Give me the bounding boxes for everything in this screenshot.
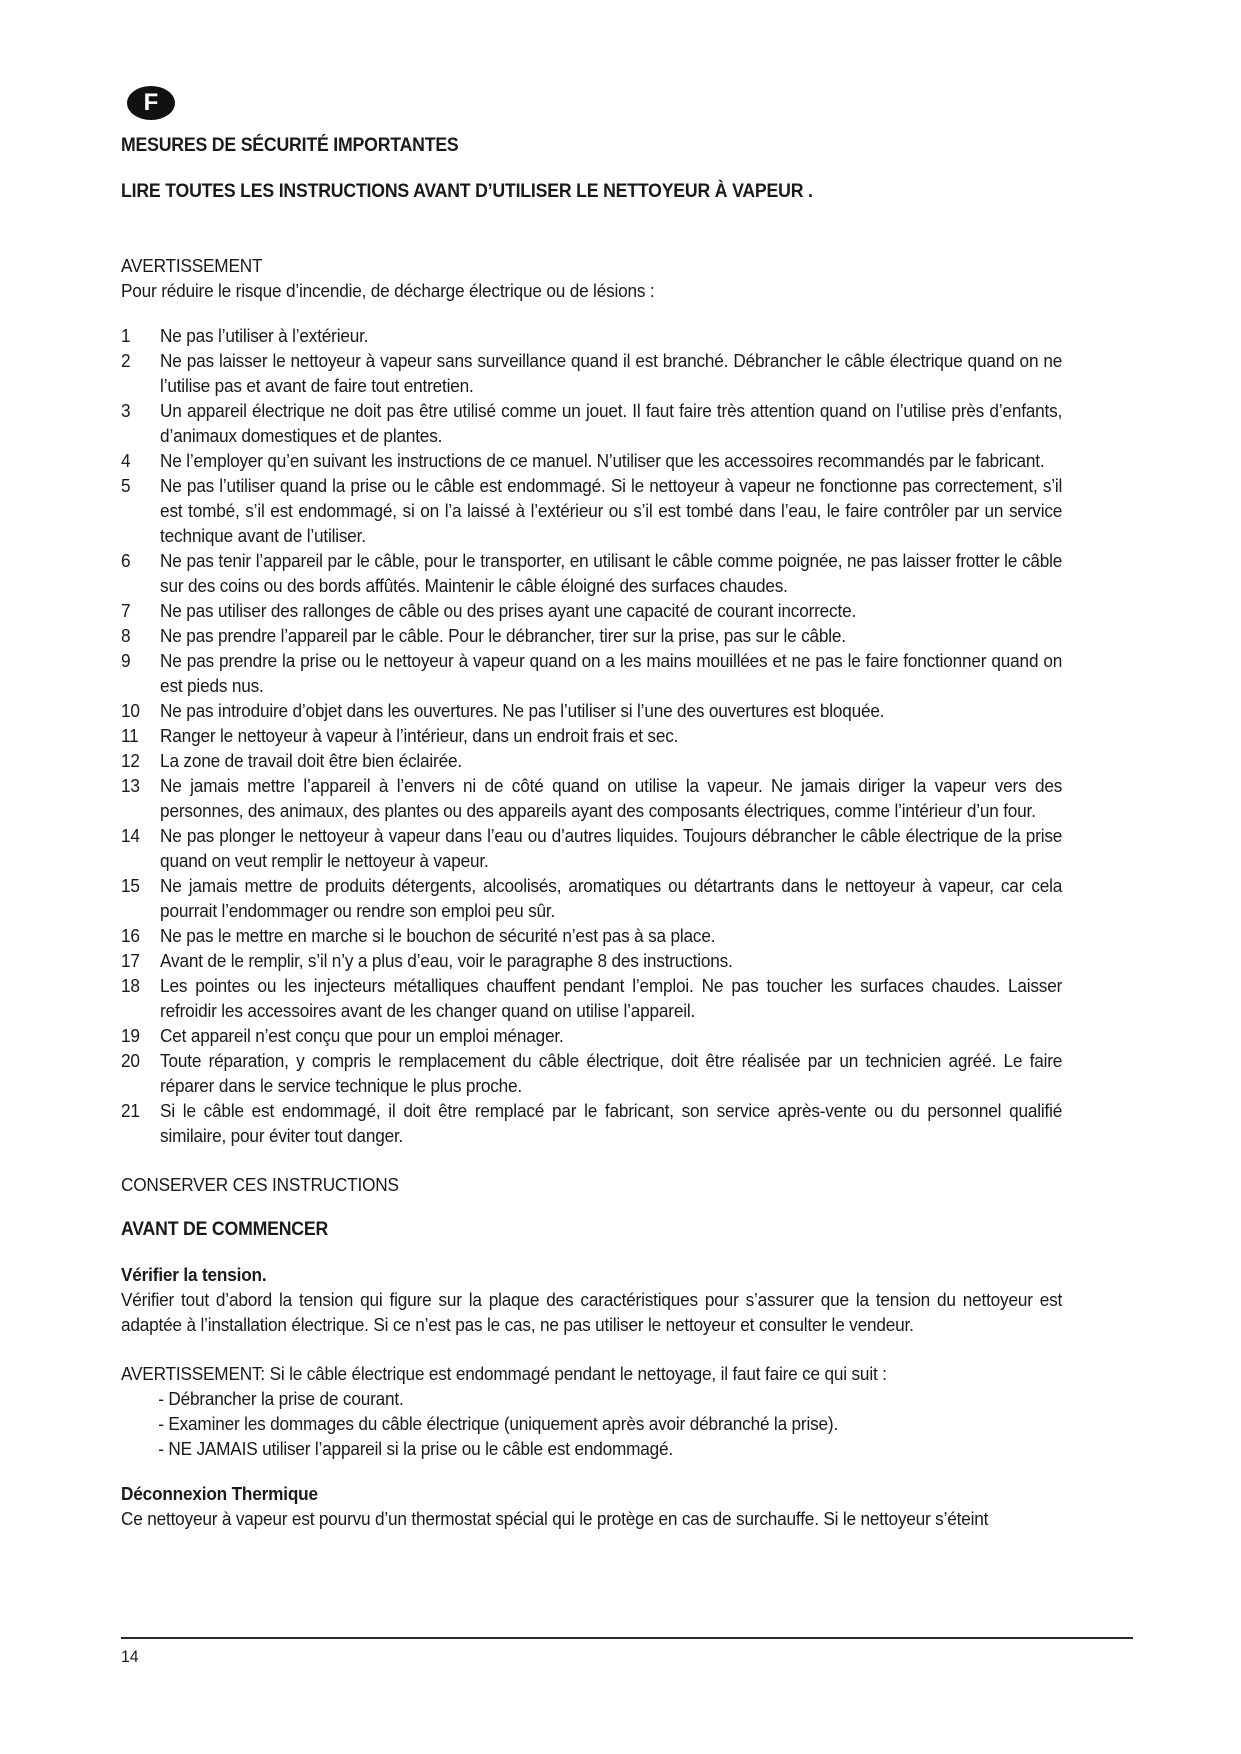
item-number: 18	[121, 975, 140, 996]
item-text: Ne pas introduire d’objet dans les ouvertures. Ne pas l’utiliser si l’une des ouvertures est bloquée.	[160, 700, 885, 721]
item-text: Si le câble est endommagé, il doit être remplacé par le fabricant, son service après-vente ou du personnel qualifié similaire, pour éviter tout danger.	[160, 1100, 1063, 1146]
list-item	[121, 548, 1062, 598]
list-item	[121, 1048, 1062, 1098]
list-item	[121, 1023, 1062, 1048]
item-number: 8	[121, 625, 131, 646]
item-text: Ne pas tenir l’appareil par le câble, pour le transporter, en utilisant le câble comme poignée, ne pas laisser frotter le câble sur des coins ou des bords affûtés. Maintenir le câble éloigné des surfaces chaudes.	[160, 550, 1063, 596]
footer-divider	[121, 1637, 1133, 1639]
item-number: 21	[121, 1100, 140, 1121]
item-text: Ne pas l’utiliser à l’extérieur.	[160, 325, 369, 346]
list-item	[121, 448, 1062, 473]
cable-warning: AVERTISSEMENT: Si le câble électrique est endommagé pendant le nettoyage, il faut faire ce qui suit :	[121, 1363, 887, 1384]
safety-rules-list	[121, 323, 1062, 1148]
keep-instructions-note: CONSERVER CES INSTRUCTIONS	[121, 1174, 399, 1195]
list-item	[121, 348, 1062, 398]
thermal-heading: Déconnexion Thermique	[121, 1483, 318, 1504]
warning-step: - NE JAMAIS utiliser l’appareil si la prise ou le câble est endommagé.	[158, 1438, 674, 1459]
item-number: 11	[121, 725, 139, 746]
item-number: 9	[121, 650, 131, 671]
list-item	[121, 773, 1062, 823]
section-heading-before-start: AVANT DE COMMENCER	[121, 1219, 329, 1240]
list-item	[121, 873, 1062, 923]
item-number: 19	[121, 1025, 140, 1046]
item-text: Ne pas prendre l’appareil par le câble. Pour le débrancher, tirer sur la prise, pas sur le câble.	[160, 625, 846, 646]
list-item	[121, 973, 1062, 1023]
list-item	[121, 398, 1062, 448]
list-item	[121, 1098, 1062, 1148]
item-text: Avant de le remplir, s’il n’y a plus d’eau, voir le paragraphe 8 des instructions.	[160, 950, 733, 971]
item-text: Ranger le nettoyeur à vapeur à l’intérieur, dans un endroit frais et sec.	[160, 725, 679, 746]
item-number: 16	[121, 925, 140, 946]
warning-title: AVERTISSEMENT	[121, 255, 263, 276]
item-text: Ne pas l’utiliser quand la prise ou le câble est endommagé. Si le nettoyeur à vapeur ne fonctionne pas correctement, s’il est tombé, s’il est endommagé, si on l’a laissé à l’extérieur ou s’il est tombé dans l’eau, le faire contrôler par un service technique avant de l’utiliser.	[160, 475, 1063, 546]
item-number: 20	[121, 1050, 140, 1071]
list-item	[121, 823, 1062, 873]
item-text: La zone de travail doit être bien éclairée.	[160, 750, 462, 771]
page-title: MESURES DE SÉCURITÉ IMPORTANTES	[121, 135, 459, 156]
list-item	[121, 948, 1062, 973]
item-text: Ne pas le mettre en marche si le bouchon de sécurité n’est pas à sa place.	[160, 925, 716, 946]
item-number: 3	[121, 400, 131, 421]
item-text: Un appareil électrique ne doit pas être utilisé comme un jouet. Il faut faire très attention quand on l’utilise près d’enfants, d’animaux domestiques et de plantes.	[160, 400, 1063, 446]
warning-intro: Pour réduire le risque d’incendie, de décharge électrique ou de lésions :	[121, 280, 655, 301]
thermal-text: Ce nettoyeur à vapeur est pourvu d’un thermostat spécial qui le protège en cas de surchauffe. Si le nettoyeur s’éteint	[121, 1508, 989, 1529]
voltage-heading: Vérifier la tension.	[121, 1264, 267, 1285]
item-text: Ne pas utiliser des rallonges de câble ou des prises ayant une capacité de courant incorrecte.	[160, 600, 857, 621]
item-number: 17	[121, 950, 140, 971]
list-item	[121, 473, 1062, 548]
warning-step: - Débrancher la prise de courant.	[158, 1388, 404, 1409]
item-number: 15	[121, 875, 140, 896]
item-number: 4	[121, 450, 131, 471]
language-badge-icon: F	[127, 86, 175, 120]
list-item	[121, 648, 1062, 698]
item-number: 10	[121, 700, 140, 721]
page-number: 14	[121, 1647, 139, 1666]
item-number: 12	[121, 750, 140, 771]
item-text: Toute réparation, y compris le remplacement du câble électrique, doit être réalisée par un technicien agréé. Le faire réparer dans le service technique le plus proche.	[160, 1050, 1063, 1096]
item-text: Les pointes ou les injecteurs métalliques chauffent pendant l’emploi. Ne pas toucher les surfaces chaudes. Laisser refroidir les accessoires avant de les changer quand on utilise l’appareil.	[160, 975, 1063, 1021]
list-item	[121, 698, 1062, 723]
item-number: 5	[121, 475, 131, 496]
item-text: Ne pas laisser le nettoyeur à vapeur sans surveillance quand il est branché. Débrancher le câble électrique quand on ne l’utilise pas et avant de faire tout entretien.	[160, 350, 1063, 396]
list-item	[121, 723, 1062, 748]
list-item	[121, 323, 1062, 348]
item-text: Ne pas prendre la prise ou le nettoyeur à vapeur quand on a les mains mouillées et ne pas le faire fonctionner quand on est pieds nus.	[160, 650, 1063, 696]
item-text: Ne jamais mettre de produits détergents, alcoolisés, aromatiques ou détartrants dans le nettoyeur à vapeur, car cela pourrait l’endommager ou rendre son emploi peu sûr.	[160, 875, 1063, 921]
item-number: 14	[121, 825, 140, 846]
list-item	[121, 623, 1062, 648]
item-number: 2	[121, 350, 131, 371]
voltage-text: Vérifier tout d’abord la tension qui figure sur la plaque des caractéristiques pour s’assurer que la tension du nettoyeur est adaptée à l’installation électrique. Si ce n’est pas le cas, ne pas utiliser le nettoyeur et consulter le vendeur.	[121, 1289, 1063, 1335]
item-text: Cet appareil n’est conçu que pour un emploi ménager.	[160, 1025, 564, 1046]
item-number: 7	[121, 600, 131, 621]
page-subtitle: LIRE TOUTES LES INSTRUCTIONS AVANT D’UTILISER LE NETTOYEUR À VAPEUR .	[121, 181, 813, 202]
item-text: Ne jamais mettre l’appareil à l’envers ni de côté quand on utilise la vapeur. Ne jamais diriger la vapeur vers des personnes, des animaux, des plantes ou des appareils ayant des composants électriques, comme l’intérieur d’un four.	[160, 775, 1063, 821]
item-number: 6	[121, 550, 131, 571]
list-item	[121, 598, 1062, 623]
item-text: Ne l’employer qu’en suivant les instructions de ce manuel. N’utiliser que les accessoires recommandés par le fabricant.	[160, 450, 1045, 471]
item-number: 13	[121, 775, 140, 796]
list-item	[121, 748, 1062, 773]
page-content	[121, 133, 1062, 1531]
item-number: 1	[121, 325, 131, 346]
list-item	[121, 923, 1062, 948]
warning-step: - Examiner les dommages du câble électrique (uniquement après avoir débranché la prise).	[158, 1413, 839, 1434]
item-text: Ne pas plonger le nettoyeur à vapeur dans l’eau ou d’autres liquides. Toujours débrancher le câble électrique de la prise quand on veut remplir le nettoyeur à vapeur.	[160, 825, 1063, 871]
